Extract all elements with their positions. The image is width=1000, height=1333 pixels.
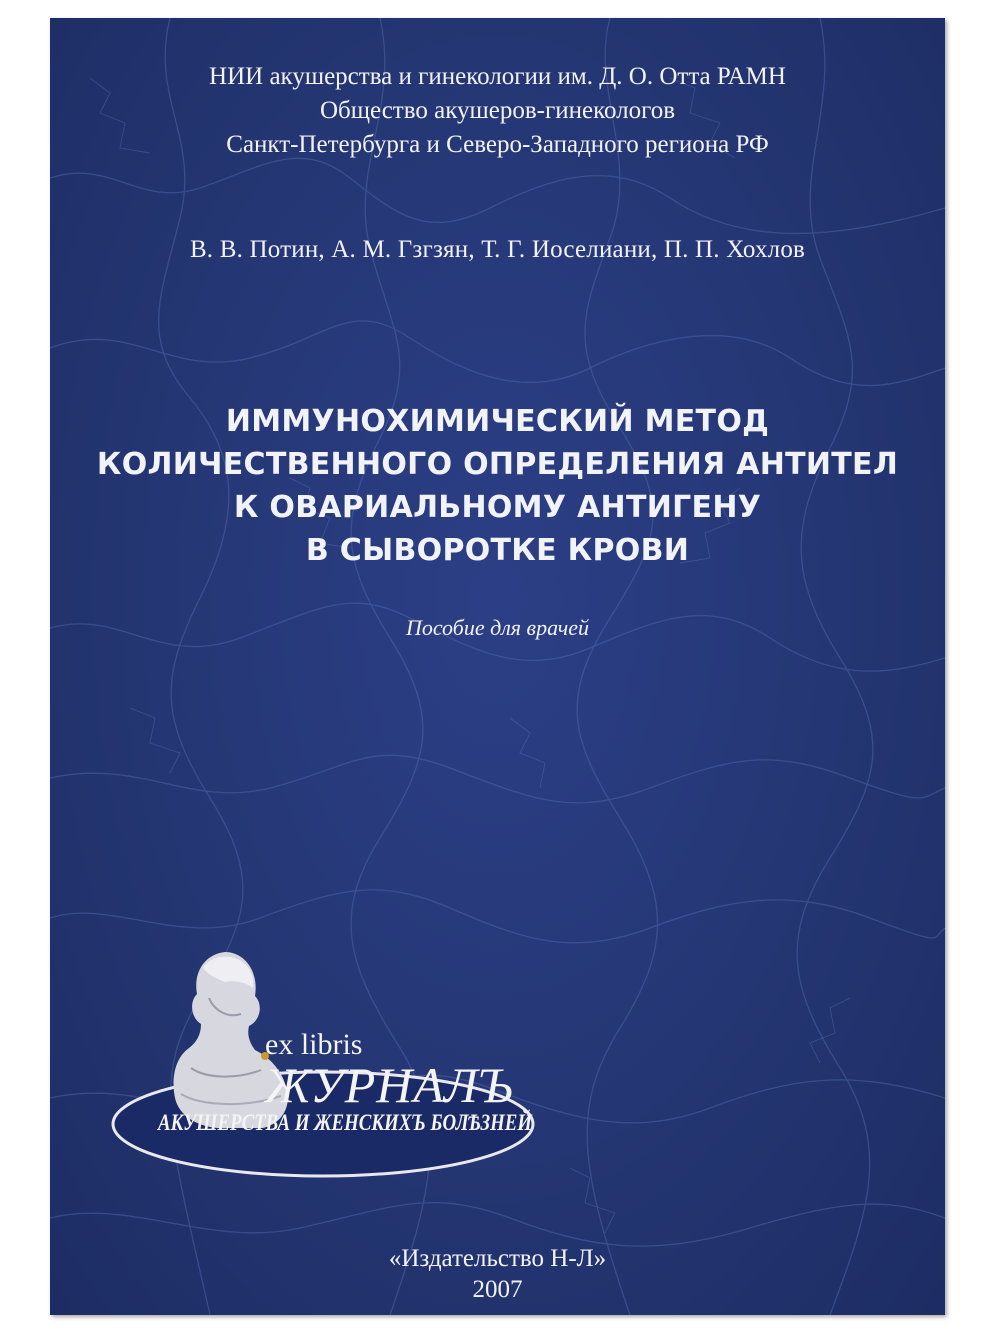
subtitle: Пособие для врачей [405, 615, 590, 640]
institution-line-2: Общество акушеров-гинекологов [319, 97, 676, 124]
institution-line-3: Санкт-Петербурга и Северо-Западного региона РФ [226, 131, 769, 158]
ex-libris-subtitle: АКУШЕРСТВА И ЖЕНСКИХЪ БОЛѢЗНЕЙ [158, 1110, 532, 1135]
book-cover [50, 18, 945, 1315]
publisher: «Издательство Н-Л» [388, 1245, 607, 1272]
authors: В. В. Потин, А. М. Гзгзян, Т. Г. Иоселиани, П. П. Хохлов [189, 236, 806, 263]
ex-libris-name: ЖУРНАЛЪ [265, 1057, 514, 1113]
publication-year: 2007 [472, 1276, 523, 1303]
ex-libris-label: ex libris [265, 1028, 363, 1061]
title-line-1: ИММУНОХИМИЧЕСКИЙ МЕТОД [225, 404, 770, 439]
institution-line-1: НИИ акушерства и гинекологии им. Д. О. Отта РАМН [209, 63, 786, 90]
title-line-4: В СЫВОРОТКЕ КРОВИ [305, 533, 690, 568]
title-line-2: КОЛИЧЕСТВЕННОГО ОПРЕДЕЛЕНИЯ АНТИТЕЛ [96, 447, 899, 482]
title-line-3: К ОВАРИАЛЬНОМУ АНТИГЕНУ [233, 490, 762, 525]
